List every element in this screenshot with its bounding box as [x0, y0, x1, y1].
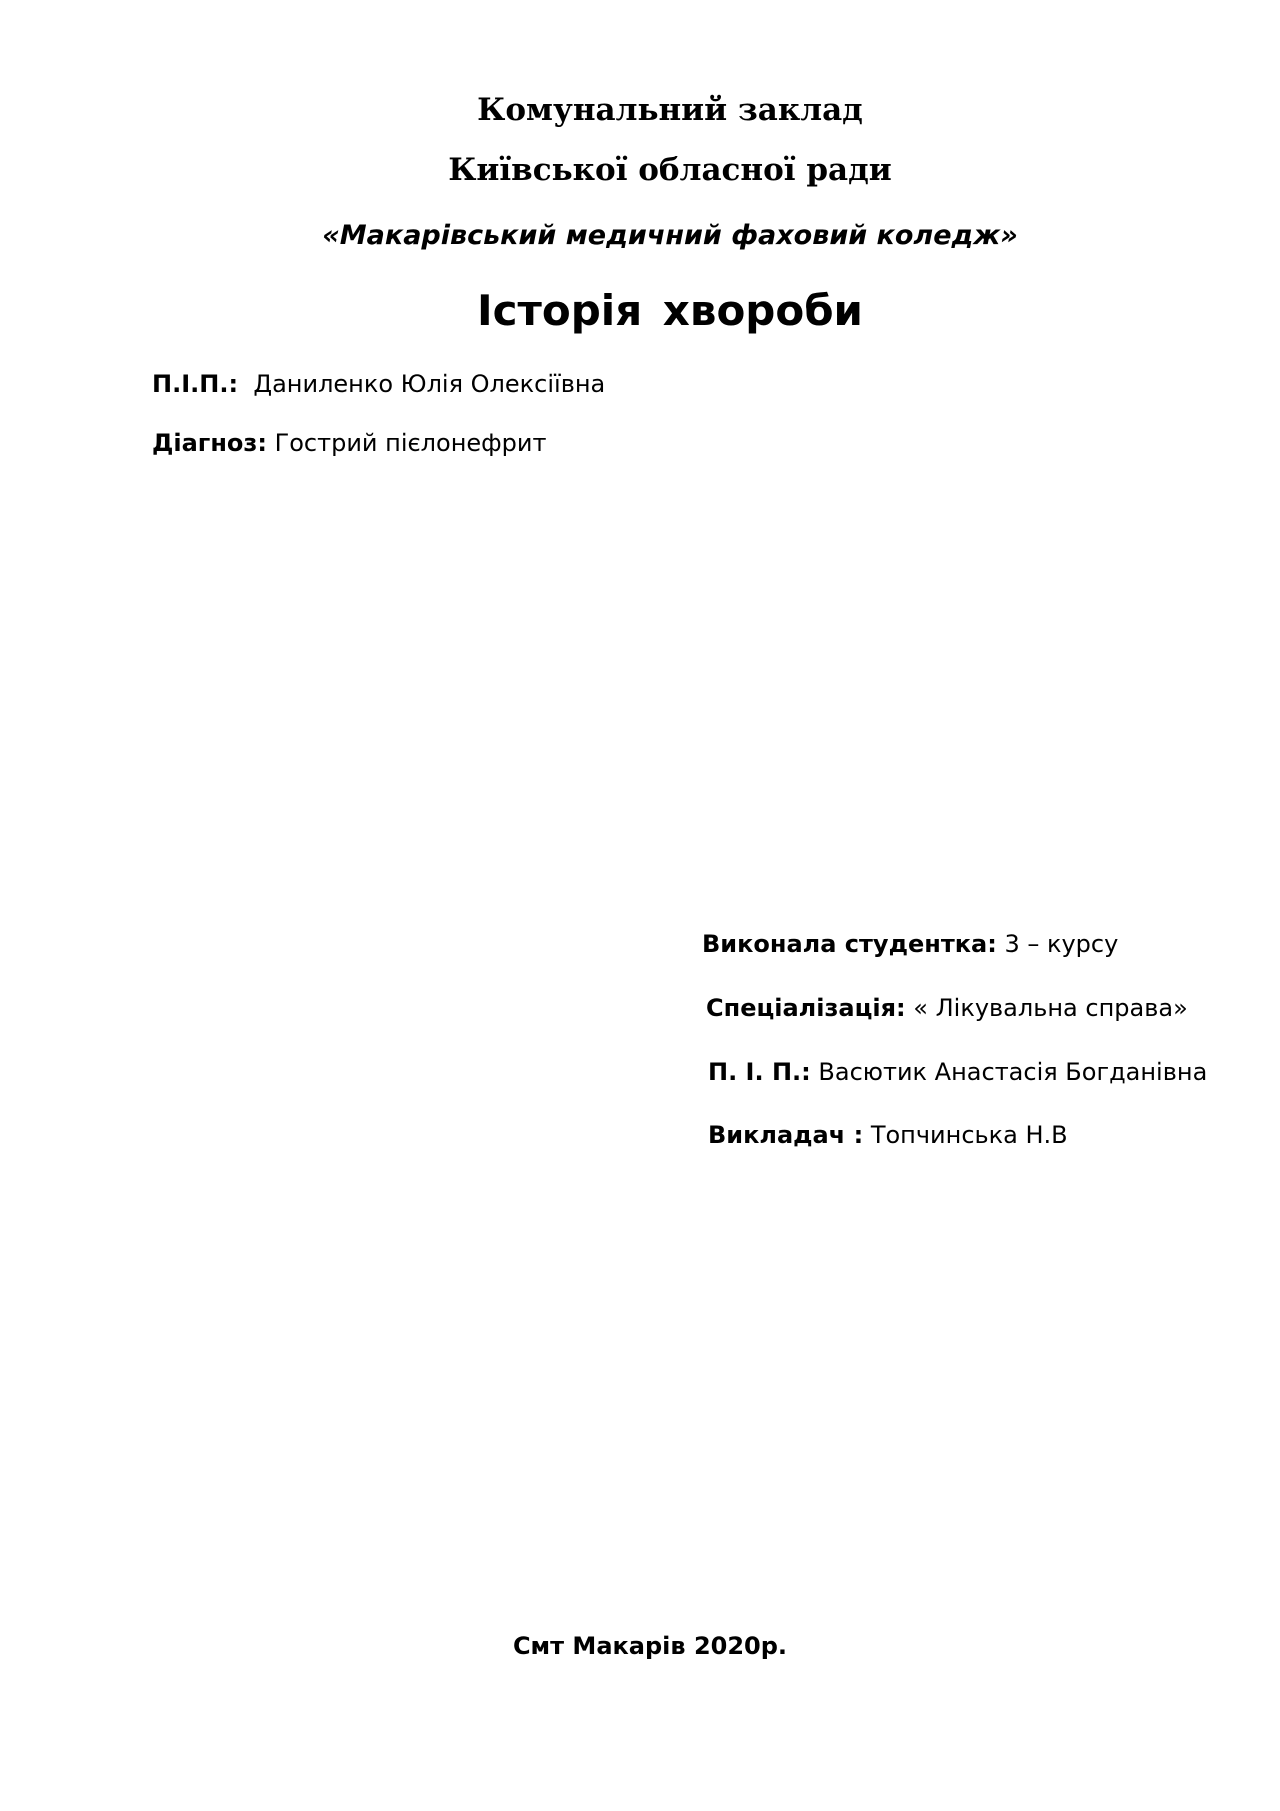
- student-name-label: П. І. П.:: [708, 1058, 811, 1086]
- specialization-row: [706, 994, 1188, 1022]
- college-name: «Макарівський медичний фаховий коледж»: [322, 220, 1018, 251]
- diagnosis-value: Гострий пієлонефрит: [274, 429, 547, 457]
- document-title: Історія хвороби: [477, 286, 863, 335]
- specialization-value: « Лікувальна справа»: [913, 994, 1188, 1022]
- student-name-value: Васютик Анастасія Богданівна: [818, 1058, 1208, 1086]
- footer-place-year: Смт Макарів 2020р.: [512, 1632, 788, 1660]
- teacher-label: Викладач :: [708, 1121, 864, 1149]
- student-name-row: [708, 1058, 1207, 1086]
- patient-name-value: Даниленко Юлія Олексіївна: [253, 370, 606, 398]
- student-row: [702, 930, 1118, 958]
- institution-line-1: Комунальний заклад: [477, 92, 863, 128]
- student-value: 3 – курсу: [1004, 930, 1119, 958]
- diagnosis-label: Діагноз:: [152, 429, 267, 457]
- specialization-label: Спеціалізація:: [706, 994, 906, 1022]
- teacher-row: [708, 1121, 1068, 1149]
- patient-name-row: [152, 370, 605, 398]
- patient-name-label: П.І.П.:: [152, 370, 239, 398]
- institution-line-2: Київської обласної ради: [448, 152, 892, 188]
- student-label: Виконала студентка:: [702, 930, 997, 958]
- diagnosis-row: [152, 429, 547, 457]
- teacher-value: Топчинська Н.В: [870, 1121, 1068, 1149]
